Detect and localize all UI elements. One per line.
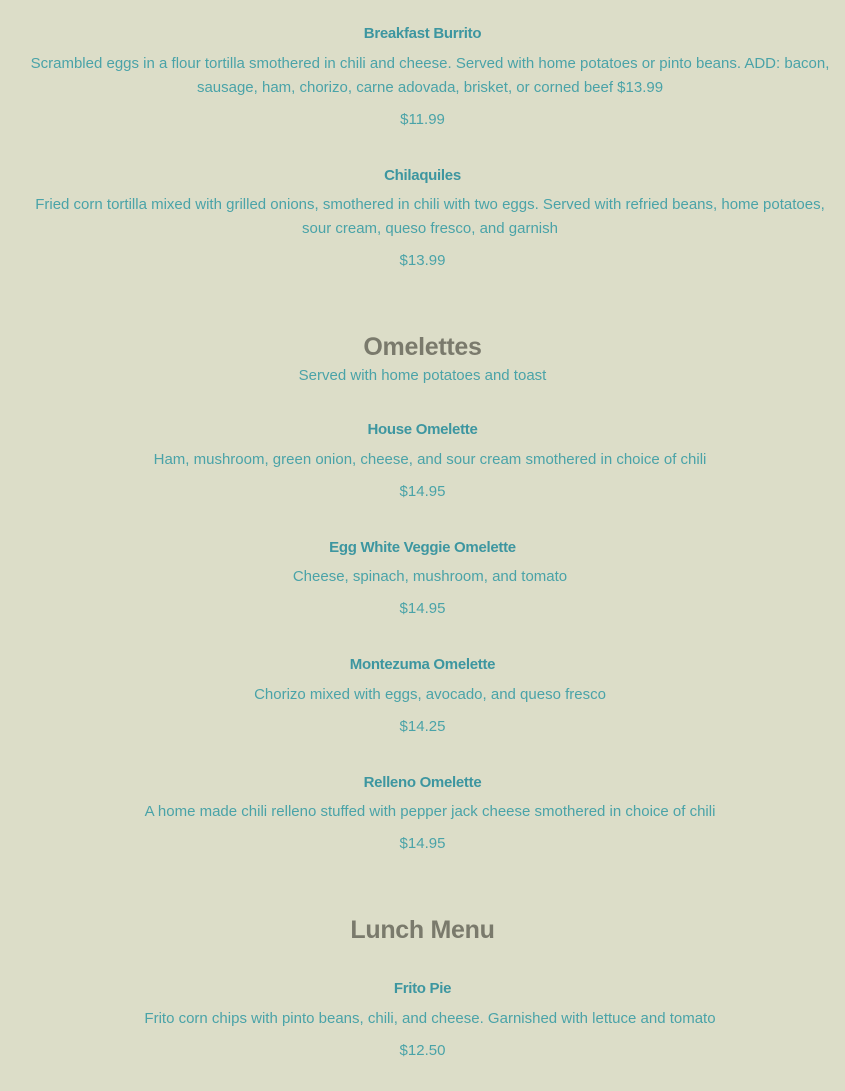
- menu-item-description: Chorizo mixed with eggs, avocado, and queso fresco: [254, 686, 606, 703]
- menu-item-name: Chilaquiles: [384, 167, 461, 184]
- menu-item-price: $13.99: [399, 252, 446, 269]
- menu-item-name: Egg White Veggie Omelette: [329, 539, 516, 556]
- menu-item-price: $14.95: [399, 835, 446, 852]
- menu-item-price: $14.95: [399, 600, 446, 617]
- menu-item-price: $11.99: [400, 111, 445, 128]
- menu-item-name: Relleno Omelette: [363, 774, 482, 791]
- menu-item-name: Breakfast Burrito: [363, 25, 482, 42]
- menu-item-price: $14.95: [399, 483, 446, 500]
- section-subtitle: Served with home potatoes and toast: [298, 367, 547, 384]
- menu-item-description: Scrambled eggs in a flour tortilla smothered in chili and cheese. Served with home potatoes or pinto beans. ADD: bacon, sausage, ham, chorizo, carne adovada, brisket, or corned beef $13.99: [30, 55, 830, 96]
- menu-item-description: A home made chili relleno stuffed with pepper jack cheese smothered in choice of chili: [144, 803, 716, 820]
- menu-item-price: $12.50: [399, 1042, 446, 1059]
- menu-item-description: Frito corn chips with pinto beans, chili, and cheese. Garnished with lettuce and tomato: [144, 1010, 716, 1027]
- menu-item-price: $14.25: [399, 718, 446, 735]
- menu-item-description: Fried corn tortilla mixed with grilled onions, smothered in chili with two eggs. Served with refried beans, home potatoes, sour cream, queso fresco, and garnish: [35, 196, 825, 237]
- menu-item-name: House Omelette: [367, 421, 478, 438]
- menu-item-name: Frito Pie: [393, 980, 452, 997]
- menu-item-name: Montezuma Omelette: [349, 656, 496, 673]
- section-title-omelettes: Omelettes: [363, 333, 482, 361]
- menu-item-description: Ham, mushroom, green onion, cheese, and sour cream smothered in choice of chili: [153, 451, 707, 468]
- menu-item-description: Cheese, spinach, mushroom, and tomato: [292, 568, 568, 585]
- section-title-lunch-menu: Lunch Menu: [350, 916, 495, 944]
